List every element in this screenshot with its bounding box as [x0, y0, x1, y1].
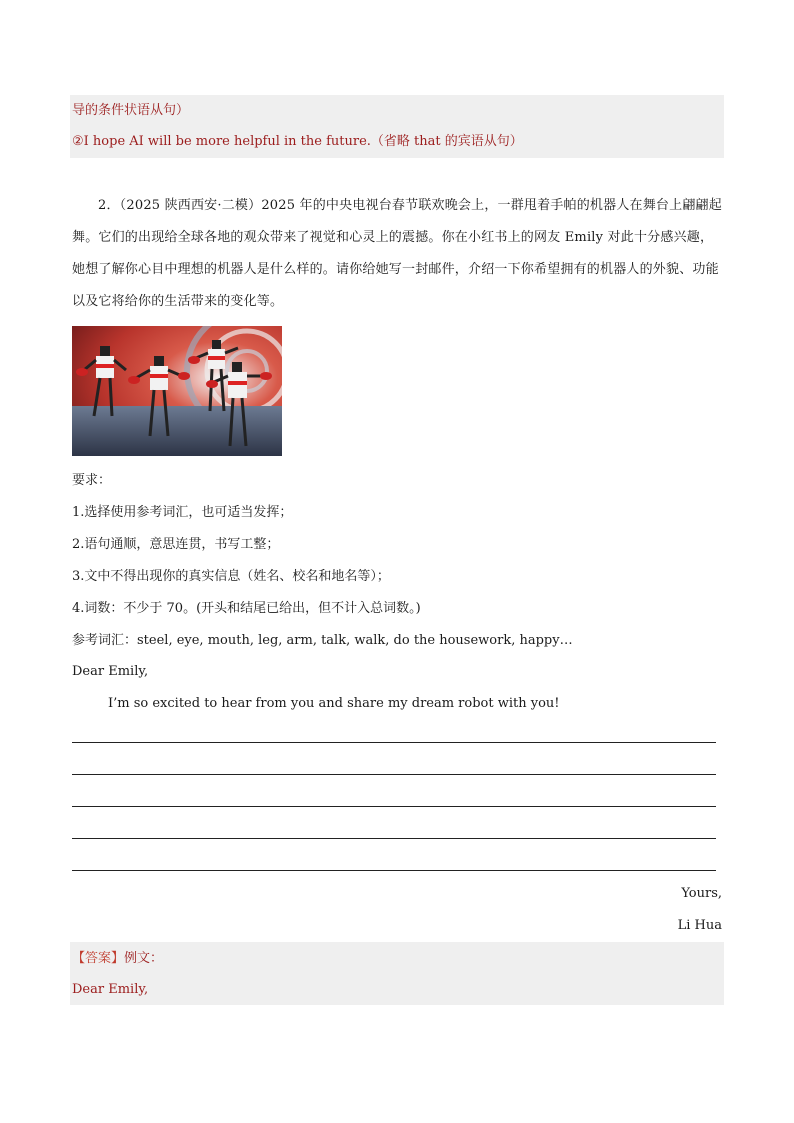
robots-dancing-photo: [72, 326, 282, 456]
reference-vocabulary: 参考词汇：steel, eye, mouth, leg, arm, talk, walk, do the housework, happy…: [72, 633, 573, 648]
letter-greeting: Dear Emily,: [72, 664, 149, 679]
answer-greeting: Dear Emily,: [72, 982, 149, 997]
previous-answer-line-1: 导的条件状语从句）: [72, 103, 190, 118]
requirements-title: 要求：: [72, 473, 112, 488]
writing-line-2[interactable]: [72, 774, 716, 775]
requirement-item-1: 1.选择使用参考词汇，也可适当发挥；: [72, 505, 293, 520]
letter-closing: Yours,: [681, 886, 722, 901]
writing-line-3[interactable]: [72, 806, 716, 807]
previous-answer-line-2: ②I hope AI will be more helpful in the future.（省略 that 的宾语从句）: [72, 134, 523, 149]
robots-photo-illustration: [72, 326, 282, 456]
answer-block: [70, 942, 724, 1005]
answer-label: 【答案】: [72, 951, 125, 966]
requirement-item-2: 2.语句通顺，意思连贯，书写工整；: [72, 537, 280, 552]
question-paragraph: 2．（2025 陕西西安·二模）2025 年的中央电视台春节联欢晚会上，一群甩着手帕的机器人在舞台上翩翩起舞。它们的出现给全球各地的观众带来了视觉和心灵上的震撼。你在小红书上的网友 Emily 对此十分感兴趣，她想了解你心目中理想的机器人是什么样的。请你给她写一封邮件，介绍一下你希望拥有的机器人的外貌、功能以及它将给你的生活带来的变化等。: [72, 198, 722, 309]
writing-line-4[interactable]: [72, 838, 716, 839]
requirement-item-4: 4.词数：不少于 70。(开头和结尾已给出，但不计入总词数。): [72, 601, 421, 616]
requirement-item-3: 3.文中不得出现你的真实信息（姓名、校名和地名等）；: [72, 569, 390, 584]
answer-heading: [72, 950, 163, 968]
letter-opening: I’m so excited to hear from you and share my dream robot with you!: [108, 696, 560, 711]
writing-line-1[interactable]: [72, 742, 716, 743]
letter-signature: Li Hua: [677, 918, 722, 933]
writing-line-5[interactable]: [72, 870, 716, 871]
answer-label-suffix: 例文：: [124, 951, 164, 966]
